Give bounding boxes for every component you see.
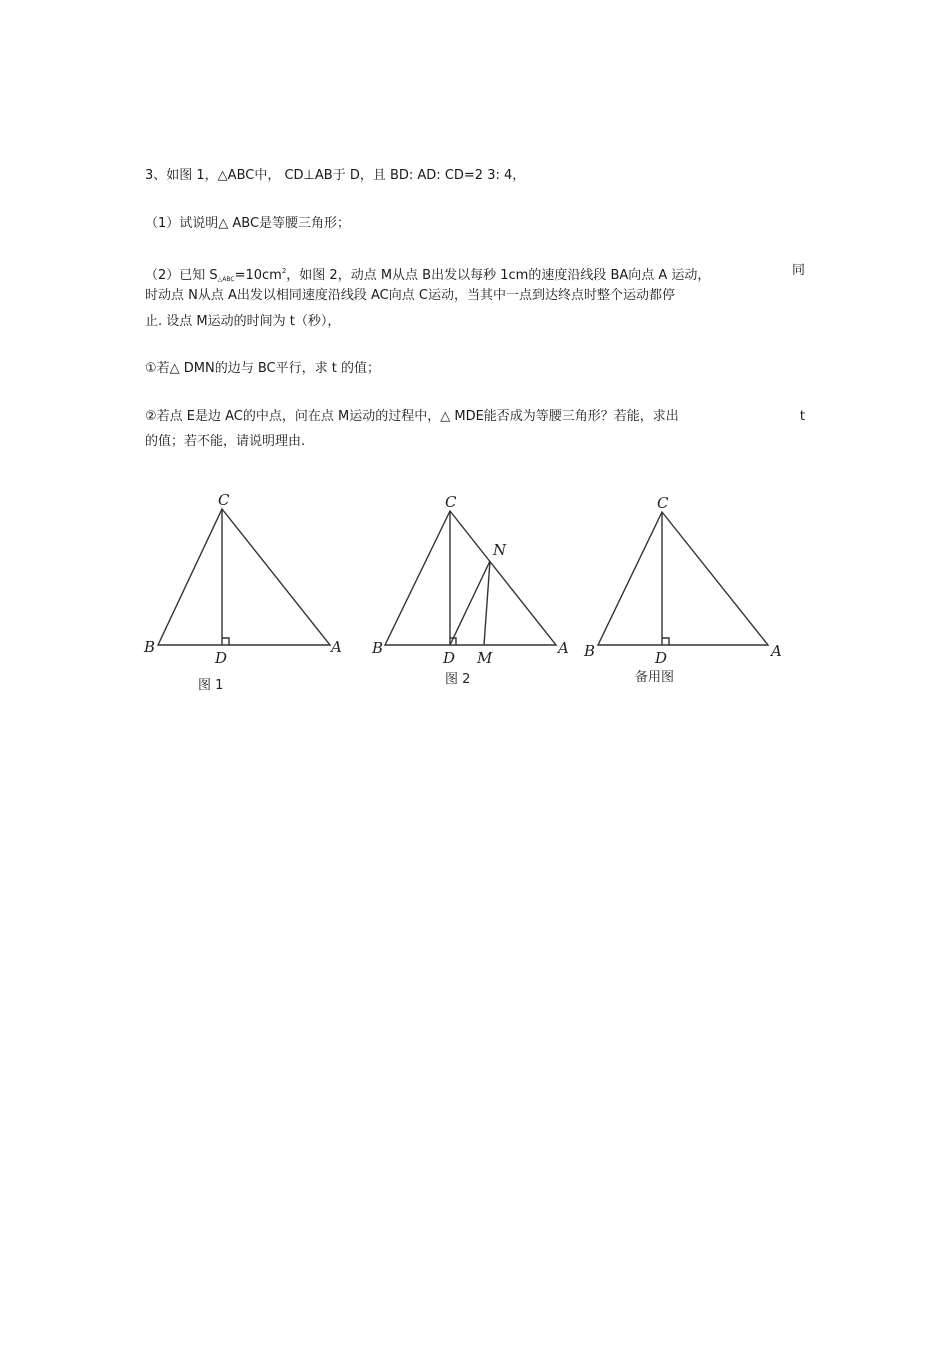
unit-superscript: 2 <box>281 267 287 275</box>
fig2-label-n: N <box>493 541 507 559</box>
part1 <box>145 216 350 232</box>
part2-b: =10cm <box>234 268 282 283</box>
problem-intro-text: 3、如图 1，△ABC中， CD⊥AB于 D，且 BD: AD: CD=2 3: 4， <box>145 168 526 183</box>
fig3-label-a: A <box>771 642 782 660</box>
question2-line1 <box>145 409 805 425</box>
part2-line1-main <box>145 263 710 288</box>
question1-text: ①若△ DMN的边与 BC平行，求 t 的值； <box>145 361 380 376</box>
question2-line2 <box>145 434 305 450</box>
fig1-label-a: A <box>331 638 342 656</box>
question2-line2-text: 的值；若不能，请说明理由. <box>145 434 306 449</box>
question2-end: t <box>799 409 805 424</box>
fig1-label-d: D <box>215 649 228 667</box>
question1 <box>145 361 380 377</box>
fig3-label-d: D <box>655 649 668 667</box>
fig1-label-b: B <box>144 638 156 656</box>
part2-line3-text: 止. 设点 M运动的时间为 t（秒）， <box>145 314 341 329</box>
part2-c: ，如图 2，动点 M从点 B出发以每秒 1cm的速度沿线段 BA向点 A 运动， <box>286 268 711 283</box>
fig1-caption: 图 1 <box>198 678 224 693</box>
fig1-label-c: C <box>218 491 230 509</box>
part2-line2 <box>145 288 675 304</box>
part2-line1 <box>145 263 805 288</box>
part2-a: （2）已知 S <box>145 268 218 283</box>
question2-line1-text: ②若点 E是边 AC的中点，问在点 M运动的过程中，△ MDE能否成为等腰三角形？若能，求出 <box>145 409 679 424</box>
part2-line2-text: 时动点 N从点 A出发以相同速度沿线段 AC向点 C运动，当其中一点到达终点时整个运动都停 <box>145 288 675 303</box>
figures-panel <box>138 485 798 695</box>
problem-intro <box>145 168 525 184</box>
fig2-label-c: C <box>445 493 457 511</box>
part2-line3 <box>145 314 340 330</box>
fig2-label-a: A <box>558 639 569 657</box>
fig3-label-c: C <box>657 494 669 512</box>
fig2-label-d: D <box>443 649 456 667</box>
part1-text: （1）试说明△ ABC是等腰三角形； <box>145 216 351 231</box>
part2-end: 同 <box>791 263 805 278</box>
fig3-caption: 备用图 <box>635 670 675 685</box>
area-subscript: △ABC <box>217 276 235 283</box>
fig2-label-b: B <box>372 639 384 657</box>
fig2-caption: 图 2 <box>445 672 471 687</box>
fig2-label-m: M <box>477 649 493 667</box>
fig3-label-b: B <box>584 642 596 660</box>
